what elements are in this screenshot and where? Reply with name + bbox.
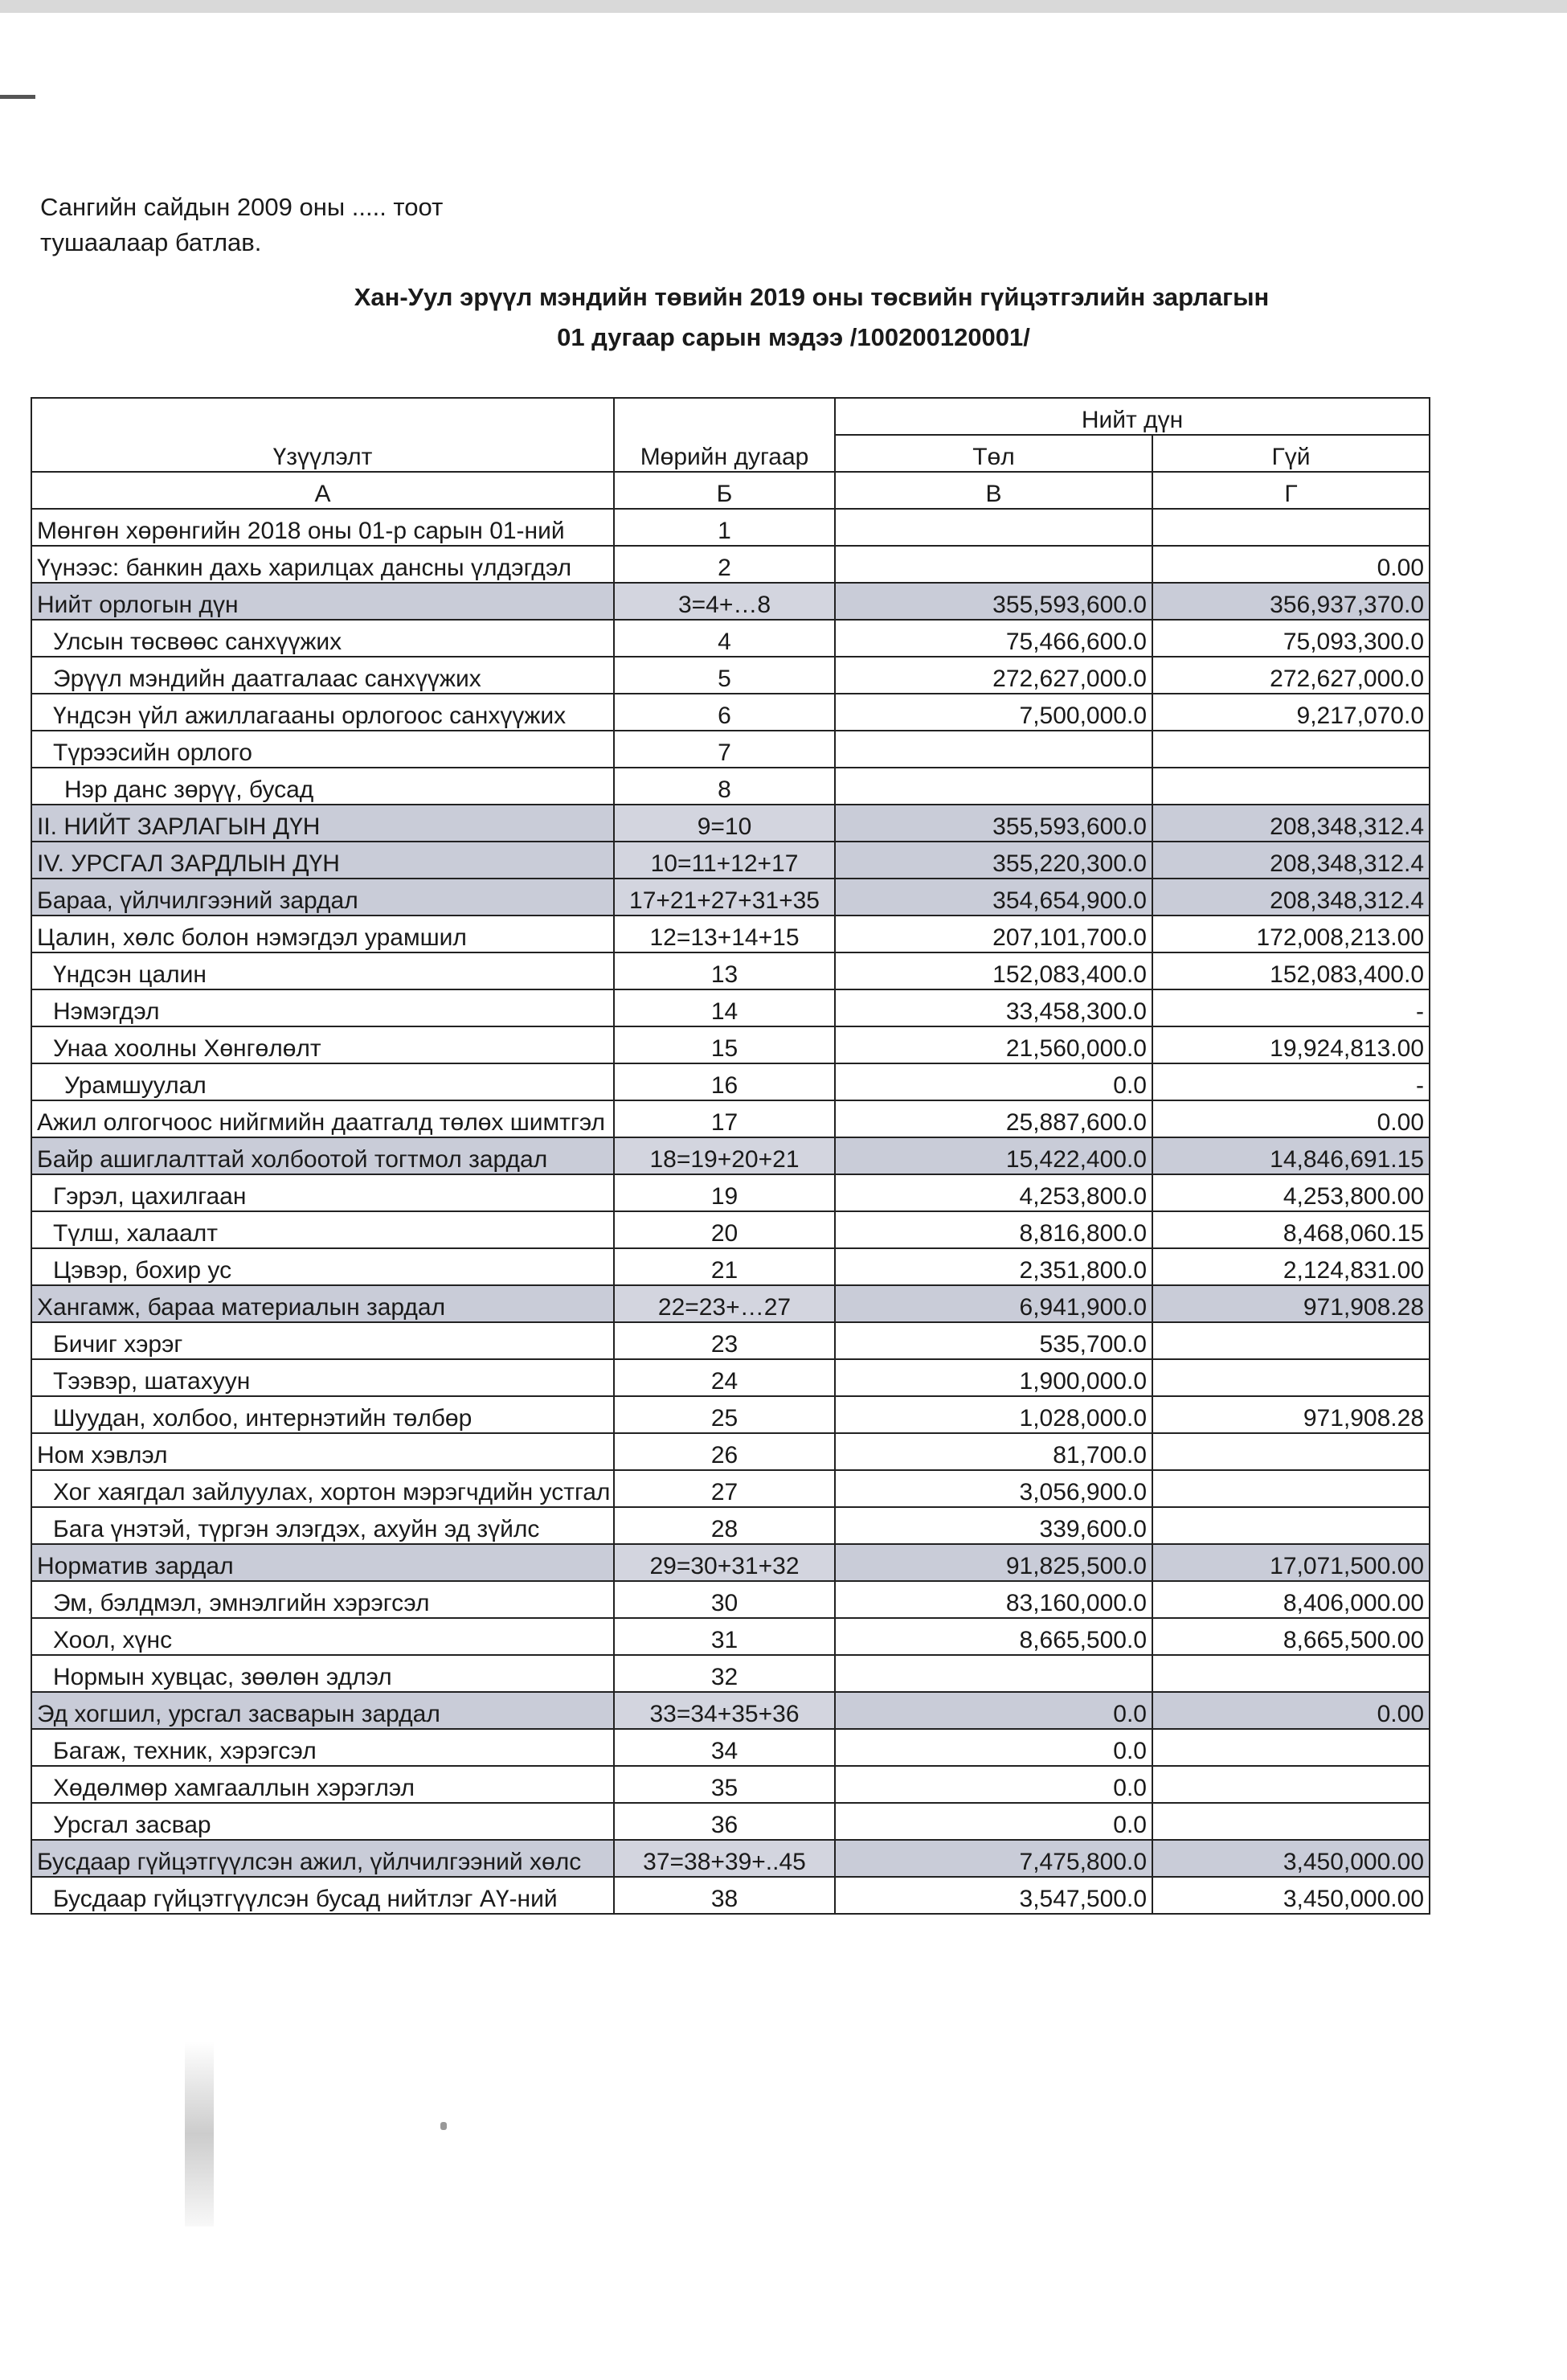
row-name-cell: Нэр данс зөрүү, бусад <box>31 768 614 805</box>
row-name-cell: Түрээсийн орлого <box>31 731 614 768</box>
row-number-cell: 8 <box>614 768 835 805</box>
row-number-cell: 7 <box>614 731 835 768</box>
table-row <box>31 1359 1430 1396</box>
plan-value-cell: 91,825,500.0 <box>835 1544 1152 1581</box>
row-name-cell: Шуудан, холбоо, интернэтийн төлбөр <box>31 1396 614 1433</box>
row-name-cell: Хангамж, бараа материалын зардал <box>31 1285 614 1322</box>
row-name-cell: Урсгал засвар <box>31 1803 614 1840</box>
row-number-cell: 29=30+31+32 <box>614 1544 835 1581</box>
row-name-cell: Бичиг хэрэг <box>31 1322 614 1359</box>
table-row <box>31 657 1430 694</box>
actual-value-cell: 2,124,831.00 <box>1152 1248 1430 1285</box>
plan-value-cell: 1,028,000.0 <box>835 1396 1152 1433</box>
row-number-cell: 32 <box>614 1655 835 1692</box>
row-name-cell: Эрүүл мэндийн даатгалаас санхүүжих <box>31 657 614 694</box>
row-number-cell: 33=34+35+36 <box>614 1692 835 1729</box>
actual-value-cell: 8,406,000.00 <box>1152 1581 1430 1618</box>
row-name-cell: Унаа хоолны Хөнгөлөлт <box>31 1026 614 1063</box>
row-name-cell: Ном хэвлэл <box>31 1433 614 1470</box>
row-name-cell: Хоол, хүнс <box>31 1618 614 1655</box>
row-name-cell: Үндсэн цалин <box>31 952 614 989</box>
row-number-cell: 16 <box>614 1063 835 1100</box>
row-name-cell: Мөнгөн хөрөнгийн 2018 оны 01-р сарын 01-ний <box>31 509 614 546</box>
row-number-cell: 36 <box>614 1803 835 1840</box>
table-row <box>31 842 1430 879</box>
table-row <box>31 620 1430 657</box>
table-row <box>31 1766 1430 1803</box>
plan-value-cell: 355,593,600.0 <box>835 805 1152 842</box>
header-actual: Гүй <box>1152 435 1430 472</box>
plan-value-cell: 15,422,400.0 <box>835 1137 1152 1174</box>
table-row <box>31 509 1430 546</box>
plan-value-cell: 355,220,300.0 <box>835 842 1152 879</box>
row-number-cell: 3=4+…8 <box>614 583 835 620</box>
row-name-cell: Үүнээс: банкин дахь харилцах дансны үлдэгдэл <box>31 546 614 583</box>
plan-value-cell: 0.0 <box>835 1729 1152 1766</box>
plan-value-cell: 4,253,800.0 <box>835 1174 1152 1211</box>
table-row <box>31 1322 1430 1359</box>
row-number-cell: 34 <box>614 1729 835 1766</box>
table-row <box>31 1433 1430 1470</box>
row-number-cell: 21 <box>614 1248 835 1285</box>
header-total: Нийт дүн <box>835 398 1430 435</box>
actual-value-cell: 0.00 <box>1152 1100 1430 1137</box>
actual-value-cell: 208,348,312.4 <box>1152 805 1430 842</box>
row-name-cell: Бусдаар гүйцэтгүүлсэн бусад нийтлэг АҮ-ний <box>31 1877 614 1914</box>
scan-mark <box>0 95 35 99</box>
row-name-cell: Бага үнэтэй, түргэн элэгдэх, ахуйн эд зүйлс <box>31 1507 614 1544</box>
row-number-cell: 27 <box>614 1470 835 1507</box>
row-name-cell: Нэмэгдэл <box>31 989 614 1026</box>
actual-value-cell: 75,093,300.0 <box>1152 620 1430 657</box>
actual-value-cell: 3,450,000.00 <box>1152 1877 1430 1914</box>
approval-line-1: Сангийн сайдын 2009 оны ..... тоот <box>40 193 444 221</box>
row-name-cell: Байр ашиглалттай холбоотой тогтмол зардал <box>31 1137 614 1174</box>
table-row <box>31 1285 1430 1322</box>
actual-value-cell: 0.00 <box>1152 1692 1430 1729</box>
plan-value-cell <box>835 731 1152 768</box>
plan-value-cell <box>835 509 1152 546</box>
actual-value-cell: 152,083,400.0 <box>1152 952 1430 989</box>
table-row <box>31 1803 1430 1840</box>
actual-value-cell <box>1152 1729 1430 1766</box>
row-name-cell: Нормын хувцас, зөөлөн эдлэл <box>31 1655 614 1692</box>
actual-value-cell <box>1152 768 1430 805</box>
row-number-cell: 26 <box>614 1433 835 1470</box>
actual-value-cell <box>1152 1507 1430 1544</box>
table-row <box>31 1396 1430 1433</box>
actual-value-cell: - <box>1152 989 1430 1026</box>
row-name-cell: Урамшуулал <box>31 1063 614 1100</box>
row-number-cell: 6 <box>614 694 835 731</box>
row-number-cell: 13 <box>614 952 835 989</box>
row-name-cell: Бусдаар гүйцэтгүүлсэн ажил, үйлчилгээний хөлс <box>31 1840 614 1877</box>
table-row <box>31 546 1430 583</box>
actual-value-cell <box>1152 1359 1430 1396</box>
actual-value-cell <box>1152 1433 1430 1470</box>
table-row <box>31 1211 1430 1248</box>
actual-value-cell <box>1152 1322 1430 1359</box>
row-name-cell: IV. УРСГАЛ ЗАРДЛЫН ДҮН <box>31 842 614 879</box>
table-row <box>31 1618 1430 1655</box>
header-row <box>31 398 1430 435</box>
actual-value-cell: 971,908.28 <box>1152 1396 1430 1433</box>
actual-value-cell <box>1152 1470 1430 1507</box>
row-name-cell: Цэвэр, бохир ус <box>31 1248 614 1285</box>
plan-value-cell: 8,665,500.0 <box>835 1618 1152 1655</box>
scan-top-border <box>0 0 1567 13</box>
row-number-cell: 22=23+…27 <box>614 1285 835 1322</box>
plan-value-cell: 7,475,800.0 <box>835 1840 1152 1877</box>
row-number-cell: 9=10 <box>614 805 835 842</box>
row-name-cell: Эм, бэлдмэл, эмнэлгийн хэрэгсэл <box>31 1581 614 1618</box>
row-name-cell: Бараа, үйлчилгээний зардал <box>31 879 614 916</box>
plan-value-cell: 83,160,000.0 <box>835 1581 1152 1618</box>
plan-value-cell: 339,600.0 <box>835 1507 1152 1544</box>
table-row <box>31 1581 1430 1618</box>
actual-value-cell <box>1152 1803 1430 1840</box>
table-row <box>31 1100 1430 1137</box>
header-indicator: Үзүүлэлт <box>31 398 614 472</box>
row-number-cell: 23 <box>614 1322 835 1359</box>
scan-smudge <box>185 2042 214 2226</box>
plan-value-cell: 3,547,500.0 <box>835 1877 1152 1914</box>
row-name-cell: Цалин, хөлс болон нэмэгдэл урамшил <box>31 916 614 952</box>
row-number-cell: 37=38+39+..45 <box>614 1840 835 1877</box>
table-row <box>31 1692 1430 1729</box>
row-number-cell: 35 <box>614 1766 835 1803</box>
plan-value-cell: 25,887,600.0 <box>835 1100 1152 1137</box>
row-name-cell: Багаж, техник, хэрэгсэл <box>31 1729 614 1766</box>
plan-value-cell <box>835 1655 1152 1692</box>
table-row <box>31 952 1430 989</box>
table-row <box>31 583 1430 620</box>
actual-value-cell: 19,924,813.00 <box>1152 1026 1430 1063</box>
actual-value-cell: - <box>1152 1063 1430 1100</box>
row-number-cell: 19 <box>614 1174 835 1211</box>
actual-value-cell: 3,450,000.00 <box>1152 1840 1430 1877</box>
row-number-cell: 4 <box>614 620 835 657</box>
table-row <box>31 1655 1430 1692</box>
actual-value-cell <box>1152 731 1430 768</box>
table-row <box>31 916 1430 952</box>
letter-b: Б <box>614 472 835 509</box>
table-row <box>31 694 1430 731</box>
row-number-cell: 17+21+27+31+35 <box>614 879 835 916</box>
plan-value-cell: 1,900,000.0 <box>835 1359 1152 1396</box>
table-row <box>31 1840 1430 1877</box>
plan-value-cell: 3,056,900.0 <box>835 1470 1152 1507</box>
table-row <box>31 1137 1430 1174</box>
actual-value-cell: 172,008,213.00 <box>1152 916 1430 952</box>
expense-report-table <box>31 397 1430 1915</box>
row-number-cell: 31 <box>614 1618 835 1655</box>
row-number-cell: 24 <box>614 1359 835 1396</box>
row-name-cell: Улсын төсвөөс санхүүжих <box>31 620 614 657</box>
plan-value-cell: 75,466,600.0 <box>835 620 1152 657</box>
letter-row <box>31 472 1430 509</box>
actual-value-cell: 14,846,691.15 <box>1152 1137 1430 1174</box>
row-number-cell: 30 <box>614 1581 835 1618</box>
actual-value-cell: 208,348,312.4 <box>1152 842 1430 879</box>
table-row <box>31 805 1430 842</box>
actual-value-cell: 9,217,070.0 <box>1152 694 1430 731</box>
row-name-cell: II. НИЙТ ЗАРЛАГЫН ДҮН <box>31 805 614 842</box>
row-number-cell: 2 <box>614 546 835 583</box>
table-row <box>31 1507 1430 1544</box>
header-plan: Төл <box>835 435 1152 472</box>
table-row <box>31 768 1430 805</box>
actual-value-cell: 971,908.28 <box>1152 1285 1430 1322</box>
row-name-cell: Норматив зардал <box>31 1544 614 1581</box>
table-row <box>31 1026 1430 1063</box>
plan-value-cell: 2,351,800.0 <box>835 1248 1152 1285</box>
row-name-cell: Түлш, халаалт <box>31 1211 614 1248</box>
actual-value-cell: 17,071,500.00 <box>1152 1544 1430 1581</box>
letter-g: Г <box>1152 472 1430 509</box>
row-name-cell: Эд хогшил, урсгал засварын зардал <box>31 1692 614 1729</box>
plan-value-cell <box>835 768 1152 805</box>
plan-value-cell: 355,593,600.0 <box>835 583 1152 620</box>
actual-value-cell: 4,253,800.00 <box>1152 1174 1430 1211</box>
document-subtitle: 01 дугаар сарын мэдээ /100200120001/ <box>557 323 1030 351</box>
row-number-cell: 10=11+12+17 <box>614 842 835 879</box>
actual-value-cell: 272,627,000.0 <box>1152 657 1430 694</box>
table-row <box>31 1174 1430 1211</box>
row-name-cell: Хөдөлмөр хамгааллын хэрэглэл <box>31 1766 614 1803</box>
letter-a: А <box>31 472 614 509</box>
table-row <box>31 1248 1430 1285</box>
table-row <box>31 1877 1430 1914</box>
document-title: Хан-Уул эрүүл мэндийн төвийн 2019 оны төсвийн гүйцэтгэлийн зарлагын <box>354 283 1270 311</box>
letter-v: В <box>835 472 1152 509</box>
row-name-cell: Гэрэл, цахилгаан <box>31 1174 614 1211</box>
plan-value-cell: 33,458,300.0 <box>835 989 1152 1026</box>
plan-value-cell: 207,101,700.0 <box>835 916 1152 952</box>
scan-speck <box>440 2122 447 2130</box>
row-number-cell: 25 <box>614 1396 835 1433</box>
plan-value-cell: 0.0 <box>835 1803 1152 1840</box>
plan-value-cell: 0.0 <box>835 1063 1152 1100</box>
table-row <box>31 1544 1430 1581</box>
plan-value-cell: 0.0 <box>835 1692 1152 1729</box>
actual-value-cell: 0.00 <box>1152 546 1430 583</box>
plan-value-cell: 152,083,400.0 <box>835 952 1152 989</box>
plan-value-cell: 21,560,000.0 <box>835 1026 1152 1063</box>
row-number-cell: 12=13+14+15 <box>614 916 835 952</box>
plan-value-cell <box>835 546 1152 583</box>
plan-value-cell: 81,700.0 <box>835 1433 1152 1470</box>
actual-value-cell: 208,348,312.4 <box>1152 879 1430 916</box>
row-number-cell: 28 <box>614 1507 835 1544</box>
table-row <box>31 879 1430 916</box>
plan-value-cell: 535,700.0 <box>835 1322 1152 1359</box>
row-number-cell: 18=19+20+21 <box>614 1137 835 1174</box>
actual-value-cell: 8,468,060.15 <box>1152 1211 1430 1248</box>
row-number-cell: 15 <box>614 1026 835 1063</box>
table-row <box>31 1063 1430 1100</box>
table-row <box>31 1729 1430 1766</box>
row-name-cell: Үндсэн үйл ажиллагааны орлогоос санхүүжих <box>31 694 614 731</box>
row-name-cell: Хог хаягдал зайлуулах, хортон мэрэгчдийн устгал <box>31 1470 614 1507</box>
row-name-cell: Нийт орлогын дүн <box>31 583 614 620</box>
table-row <box>31 1470 1430 1507</box>
actual-value-cell <box>1152 1655 1430 1692</box>
row-number-cell: 20 <box>614 1211 835 1248</box>
plan-value-cell: 6,941,900.0 <box>835 1285 1152 1322</box>
actual-value-cell <box>1152 509 1430 546</box>
table-row <box>31 731 1430 768</box>
table-row <box>31 989 1430 1026</box>
actual-value-cell: 356,937,370.0 <box>1152 583 1430 620</box>
header-row-number: Мөрийн дугаар <box>614 398 835 472</box>
row-name-cell: Ажил олгогчоос нийгмийн даатгалд төлөх шимтгэл <box>31 1100 614 1137</box>
actual-value-cell: 8,665,500.00 <box>1152 1618 1430 1655</box>
row-number-cell: 5 <box>614 657 835 694</box>
plan-value-cell: 7,500,000.0 <box>835 694 1152 731</box>
row-number-cell: 1 <box>614 509 835 546</box>
approval-line-2: тушаалаар батлав. <box>40 228 262 256</box>
plan-value-cell: 354,654,900.0 <box>835 879 1152 916</box>
row-number-cell: 38 <box>614 1877 835 1914</box>
approval-note <box>40 190 443 260</box>
row-number-cell: 14 <box>614 989 835 1026</box>
row-name-cell: Тээвэр, шатахуун <box>31 1359 614 1396</box>
plan-value-cell: 272,627,000.0 <box>835 657 1152 694</box>
row-number-cell: 17 <box>614 1100 835 1137</box>
actual-value-cell <box>1152 1766 1430 1803</box>
plan-value-cell: 0.0 <box>835 1766 1152 1803</box>
plan-value-cell: 8,816,800.0 <box>835 1211 1152 1248</box>
